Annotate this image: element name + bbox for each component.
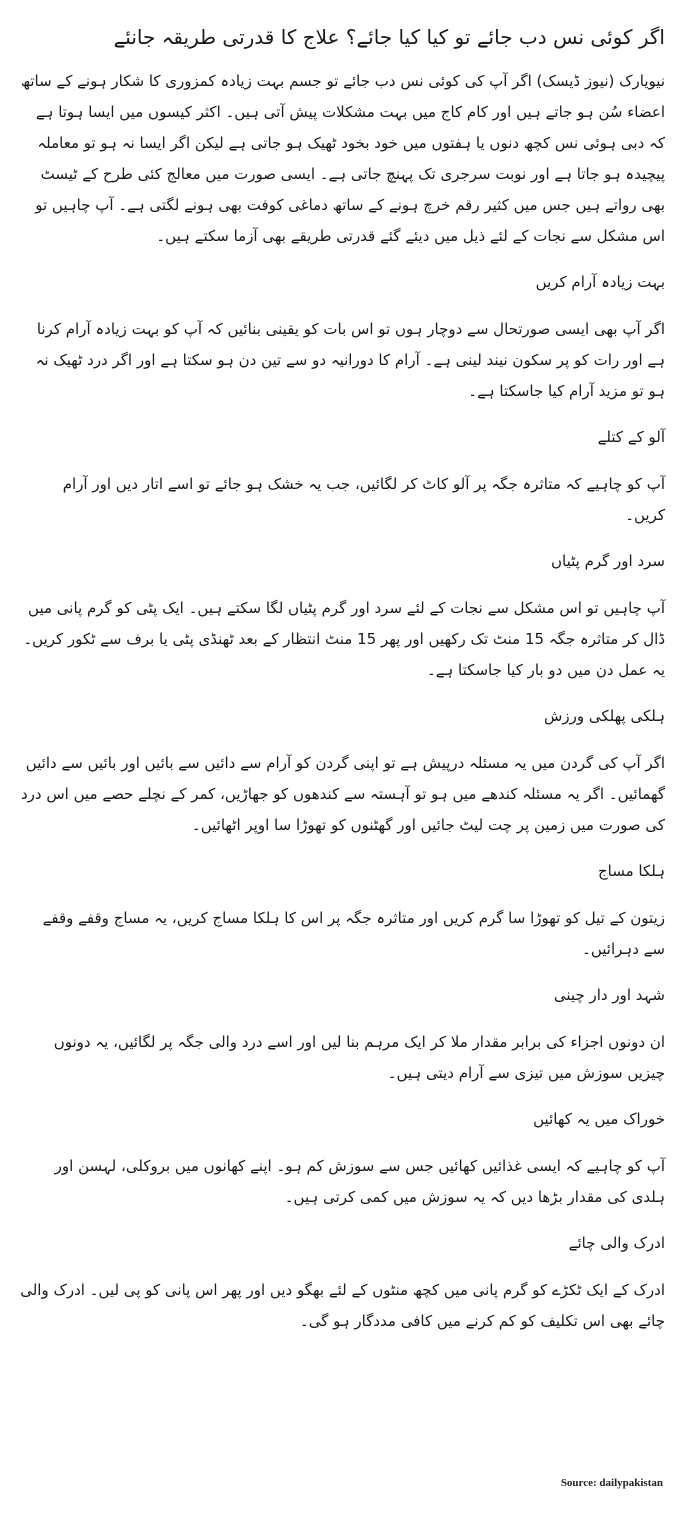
section-body: اگر آپ بھی ایسی صورتحال سے دوچار ہوں تو اس بات کو یقینی بنائیں کہ آپ کو بہت زیادہ آرام کرنا ہے اور رات کو پر سکون نیند لینی ہے۔ آرام کا دورانیہ دو سے تین دن ہو سکتا ہے اور اگر درد ٹھیک نہ ہو تو مزید آرام کیا جاسکتا ہے۔ <box>35 320 665 400</box>
section-heading: ادرک والی چائے <box>568 1234 665 1252</box>
article <box>20 22 665 1353</box>
section-potato <box>20 423 665 531</box>
section-ginger-tea <box>20 1229 665 1337</box>
section-heading: ہلکی پھلکی ورزش <box>544 707 665 725</box>
source-credit: Source: dailypakistan <box>560 1477 663 1489</box>
section-rest <box>20 268 665 407</box>
section-heading: بہت زیادہ آرام کریں <box>535 273 665 291</box>
section-body: آپ کو چاہیے کہ متاثرہ جگہ پر آلو کاٹ کر لگائیں، جب یہ خشک ہو جائے تو اسے اتار دیں اور آرام کریں۔ <box>62 475 665 524</box>
section-heading: ہلکا مساج <box>597 862 665 880</box>
section-heading: سرد اور گرم پٹیاں <box>550 552 665 570</box>
section-heading: شہد اور دار چینی <box>553 986 665 1004</box>
section-body: آپ کو چاہیے کہ ایسی غذائیں کھائیں جس سے سوزش کم ہو۔ اپنے کھانوں میں بروکلی، لہسن اور ہلدی کی مقدار بڑھا دیں کہ یہ سوزش میں کمی کرتی ہیں۔ <box>54 1157 665 1206</box>
section-body: ان دونوں اجزاء کی برابر مقدار ملا کر ایک مرہم بنا لیں اور اسے درد والی جگہ پر لگائیں، یہ دونوں چیزیں سوزش میں تیزی سے آرام دیتی ہیں۔ <box>53 1033 665 1082</box>
section-body: ادرک کے ایک ٹکڑے کو گرم پانی میں کچھ منٹوں کے لئے بھگو دیں اور پھر اس پانی کو پی لیں۔ ادرک والی چائے بھی اس تکلیف کو کم کرنے میں کافی مددگار ہو گی۔ <box>20 1281 665 1330</box>
section-honey-cinnamon <box>20 981 665 1089</box>
article-title: اگر کوئی نس دب جائے تو کیا کیا جائے؟ علاج کا قدرتی طریقہ جانئے <box>113 25 665 49</box>
section-body: آپ چاہیں تو اس مشکل سے نجات کے لئے سرد اور گرم پٹیاں لگا سکتے ہیں۔ ایک پٹی کو گرم پانی میں ڈال کر متاثرہ جگہ 15 منٹ تک رکھیں اور پھر 15 منٹ انتظار کے بعد ٹھنڈی پٹی یا برف سے ٹکور کریں۔ یہ عمل دن میں دو بار کیا جاسکتا ہے۔ <box>23 599 665 679</box>
section-body: اگر آپ کی گردن میں یہ مسئلہ درپیش ہے تو اپنی گردن کو آرام سے دائیں سے بائیں اور بائیں سے دائیں گھمائیں۔ اگر یہ مسئلہ کندھے میں ہو تو آہستہ سے کندھوں کو جھاڑیں، کمر کے نچلے حصے میں اس درد کی صورت میں زمین پر چت لیٹ جائیں اور گھٹنوں کو تھوڑا سا اوپر اٹھائیں۔ <box>20 754 665 834</box>
section-light-exercise <box>20 702 665 841</box>
intro-paragraph: نیویارک (نیوز ڈیسک) اگر آپ کی کوئی نس دب جائے تو جسم بہت زیادہ کمزوری کا شکار ہونے کے ساتھ اعضاء سُن ہو جاتے ہیں اور کام کاج میں بہت مشکلات پیش آتی ہیں۔ اکثر کیسوں میں ایسا ہوتا ہے کہ دبی ہوئی نس کچھ دنوں یا ہفتوں میں خود بخود ٹھیک ہو جاتی ہے لیکن اگر ایسا نہ ہو تو معاملہ پیچیدہ ہو جاتا ہے اور نوبت سرجری تک پہنچ جاتی ہے۔ ایسی صورت میں معالج کئی طرح کے ٹیسٹ بھی رواتے ہیں جس میں کثیر رقم خرچ ہونے کے ساتھ دماغی کوفت بھی ہونے لگتی ہے۔ آپ چاہیں تو اس مشکل سے نجات کے لئے ذیل میں دیئے گئے قدرتی طریقے بھی آزما سکتے ہیں۔ <box>20 72 665 245</box>
section-heading: خوراک میں یہ کھائیں <box>533 1110 665 1128</box>
section-body: زیتون کے تیل کو تھوڑا سا گرم کریں اور متاثرہ جگہ پر اس کا ہلکا مساج کریں، یہ مساج وقفے وقفے سے دہرائیں۔ <box>42 909 665 958</box>
section-diet <box>20 1105 665 1213</box>
section-light-massage <box>20 857 665 965</box>
section-heading: آلو کے کتلے <box>597 428 665 446</box>
section-hot-cold-compress <box>20 547 665 686</box>
